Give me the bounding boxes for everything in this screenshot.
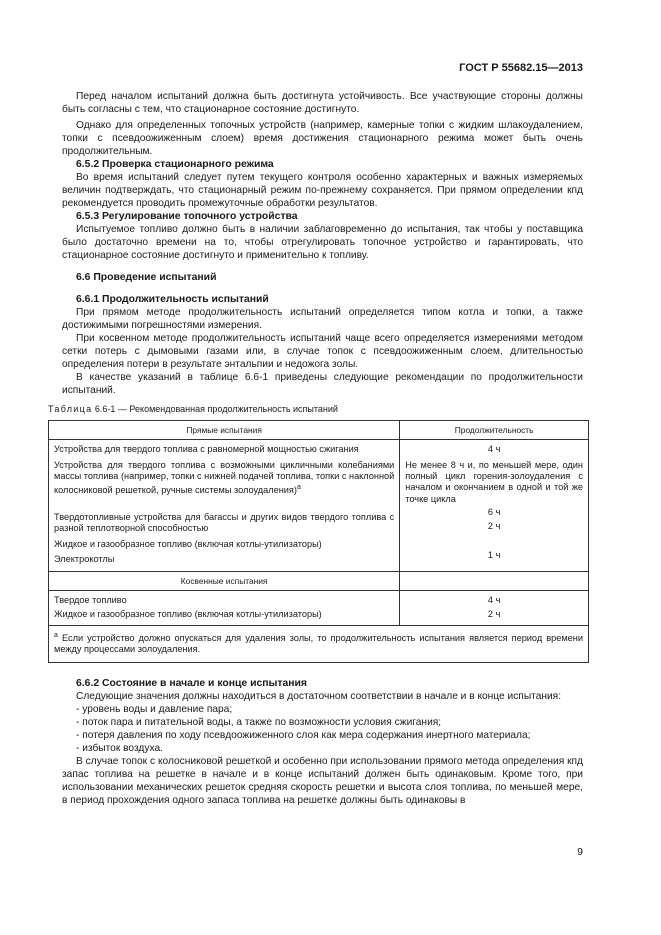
paragraph: Следующие значения должны находиться в достаточном соответствии в начале и в конце испытания: bbox=[76, 690, 562, 702]
duration-value: 6 ч bbox=[487, 507, 501, 518]
document-body bbox=[48, 90, 583, 807]
duration-value: 4 ч bbox=[487, 594, 501, 605]
conditions-list bbox=[62, 703, 583, 755]
page-number: 9 bbox=[577, 846, 583, 858]
section-header-indirect: Косвенные испытания bbox=[49, 571, 400, 590]
table-cell bbox=[400, 440, 589, 571]
section-heading-6-5-2: 6.5.2 Проверка стационарного режима bbox=[76, 159, 274, 170]
row-label: Твердотопливные устройства для багассы и других видов твердого топлива с разной теплотворной способностью bbox=[54, 511, 395, 534]
duration-value: Не менее 8 ч и, по меньшей мере, один полный цикл горения-золоудаления с началом и окончанием в одной и той же точке цикла bbox=[405, 459, 583, 504]
col-header-direct: Прямые испытания bbox=[49, 420, 400, 439]
document-header: ГОСТ Р 55682.15—2013 bbox=[459, 62, 583, 74]
list-item: - поток пара и питательной воды, а также по возможности условия сжигания; bbox=[76, 716, 442, 728]
row-label: Электрокотлы bbox=[54, 554, 115, 565]
duration-value: 4 ч bbox=[487, 444, 501, 455]
paragraph: При косвенном методе продолжительность испытаний чаще всего определяется измерениями методом сетки потерь с дымовыми газами или, в случае топок с псевдоожиженным слоем, длительностью определения потери в результате энтальпии и недожога золы. bbox=[62, 332, 583, 370]
list-item: - потеря давления по ходу псевдоожиженного слоя как мера содержания инертного материала; bbox=[76, 729, 531, 741]
section-heading-6-6: 6.6 Проведение испытаний bbox=[76, 272, 217, 284]
list-item: - уровень воды и давление пара; bbox=[76, 703, 233, 715]
empty-header bbox=[400, 571, 589, 590]
row-label: Жидкое и газообразное топливо (включая котлы-утилизаторы) bbox=[54, 538, 322, 549]
duration-table bbox=[48, 420, 589, 663]
table-cell bbox=[400, 590, 589, 625]
duration-value: 2 ч bbox=[487, 609, 501, 620]
section-heading-6-6-1: 6.6.1 Продолжительность испытаний bbox=[76, 293, 269, 305]
paragraph: В случае топок с колосниковой решеткой и особенно при использовании прямого метода определения кпд запас топлива на решетке в начале и в конце испытаний должен быть одинаковым. Кроме того, при использовании механических решеток средняя скорость решетки и высота слоя топлива, по меньшей мере, в период прохождения одного запаса топлива на решетке должны быть одинаковы в bbox=[62, 755, 583, 806]
paragraph: В качестве указаний в таблице 6.6-1 приведены следующие рекомендации по продолжительности испытаний. bbox=[62, 371, 583, 396]
row-label: Твердое топливо bbox=[54, 594, 127, 605]
table-cell bbox=[49, 590, 400, 625]
section-heading-6-6-2: 6.6.2 Состояние в начале и конце испытания bbox=[76, 677, 307, 689]
duration-value: 2 ч bbox=[487, 520, 501, 531]
list-item: - избыток воздуха. bbox=[76, 742, 163, 754]
row-label: Устройства для твердого топлива с равномерной мощностью сжигания bbox=[54, 444, 359, 455]
paragraph: Перед началом испытаний должна быть достигнута устойчивость. Все участвующие стороны должны быть согласны с тем, что стационарное состояние достигнуто. bbox=[62, 91, 583, 115]
table-caption-text: 6.6-1 — Рекомендованная продолжительность испытаний bbox=[94, 403, 338, 414]
col-header-duration: Продолжительность bbox=[400, 420, 589, 439]
paragraph: Испытуемое топливо должно быть в наличии заблаговременно до испытания, так чтобы у поставщика было достаточно времени на то, чтобы отрегулировать топочное устройство и гарантировать, что стационарное состояние достигнуто и применительно к топливу. bbox=[62, 224, 583, 262]
table-cell bbox=[49, 440, 400, 571]
duration-value: 1 ч bbox=[487, 550, 501, 561]
paragraph: Во время испытаний следует путем текущего контроля особенно характерных и важных измеряемых величин подтверждать, что стационарный режим по-прежнему сохраняется. При прямом определении кпд рекомендуется проводить промежуточные обработки результатов. bbox=[62, 172, 583, 210]
paragraph: Однако для определенных топочных устройств (например, камерные топки с жидким шлакоудалением, топки с псевдоожиженным слоем) время достижения стационарного режима может быть очень продолжительным. bbox=[62, 120, 583, 157]
table-footnote: $^а$ Если устройство должно опускаться для удаления золы, то продолжительность испытания является период времени между процессами золоудаления. bbox=[49, 625, 589, 662]
table-caption-word: Таблица bbox=[48, 403, 93, 414]
section-heading-6-5-3: 6.5.3 Регулирование топочного устройства bbox=[76, 211, 298, 223]
table-caption bbox=[48, 403, 583, 416]
row-label: Жидкое и газообразное топливо (включая котлы-утилизаторы) bbox=[54, 609, 322, 620]
paragraph: При прямом методе продолжительность испытаний определяется типом котла и топки, а также достижимыми погрешностями измерения. bbox=[62, 306, 583, 331]
row-label: Устройства для твердого топлива с возможными цикличными колебаниями массы топлива (например, топки с нижней подачей топлива, топки с наклонной колосниковой решеткой, ручные системы золоудаления)$^а$ bbox=[54, 459, 395, 496]
